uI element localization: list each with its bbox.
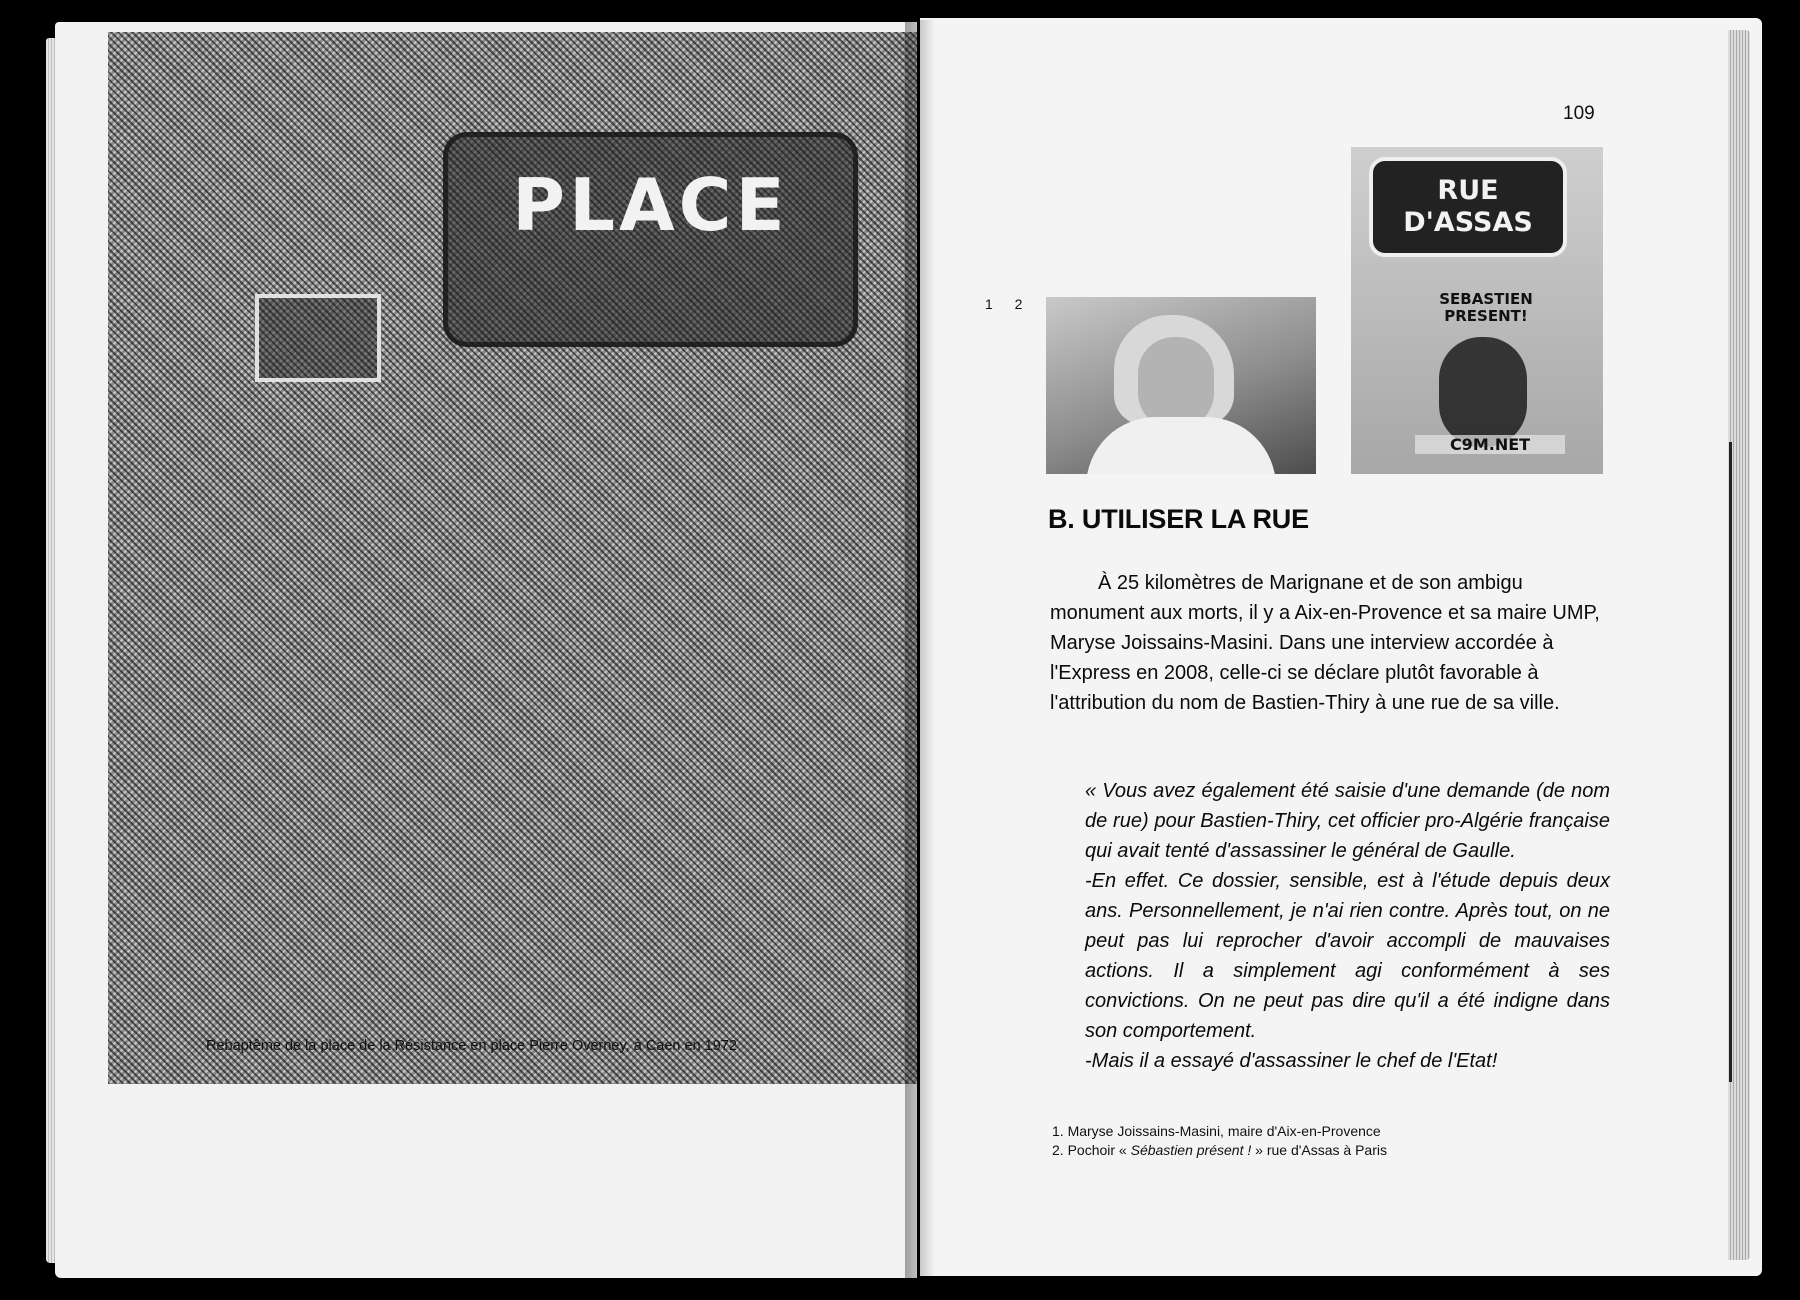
footnote-1: 1. Maryse Joissains-Masini, maire d'Aix-en-Provence bbox=[1052, 1123, 1381, 1139]
stencil-portrait bbox=[1439, 337, 1527, 447]
page-number: 109 bbox=[1563, 103, 1595, 124]
quote-question: « Vous avez également été saisie d'une demande (de nom de rue) pour Bastien-Thiry, cet officier pro-Algérie française qui avait tenté d'assassiner le général de Gaulle. bbox=[1085, 780, 1610, 862]
street-sign-line2: D'ASSAS bbox=[1403, 207, 1533, 238]
street-sign-line1: RUE bbox=[1437, 175, 1499, 206]
stencil-line2: PRESENT! bbox=[1444, 307, 1528, 325]
interview-quote bbox=[1085, 776, 1610, 1076]
footnotes bbox=[1052, 1122, 1387, 1160]
footnote-2-title: Sébastien présent ! bbox=[1130, 1142, 1252, 1158]
figure-labels: 1 2 bbox=[985, 296, 1032, 312]
number-plaque bbox=[255, 294, 381, 382]
street-stencil-photo bbox=[1351, 147, 1603, 474]
portrait-photo bbox=[1046, 297, 1316, 474]
painted-graffiti-letters bbox=[228, 432, 917, 1052]
place-street-sign bbox=[443, 132, 858, 347]
rue-dassas-sign bbox=[1369, 157, 1567, 257]
stencil-slogan bbox=[1421, 291, 1551, 325]
left-page bbox=[55, 22, 917, 1278]
body-paragraph-block bbox=[1050, 568, 1610, 718]
quote-rejoinder: -Mais il a essayé d'assassiner le chef de l'Etat! bbox=[1085, 1050, 1498, 1072]
spine-shadow bbox=[905, 20, 935, 1278]
left-photo-caption: Rebaptême de la place de la Résistance en place Pierre Overney, à Caen en 1972 bbox=[206, 1038, 737, 1054]
place-sign-text: PLACE bbox=[512, 163, 789, 247]
stencil-website: C9M.NET bbox=[1415, 435, 1565, 454]
section-title: B. UTILISER LA RUE bbox=[1048, 504, 1309, 534]
footnote-2-prefix: 2. Pochoir « bbox=[1052, 1142, 1131, 1158]
portrait-face bbox=[1138, 337, 1214, 429]
footnote-2-suffix: » rue d'Assas à Paris bbox=[1251, 1142, 1387, 1158]
portrait-jacket bbox=[1086, 417, 1276, 474]
halftone-photo bbox=[108, 32, 917, 1084]
page-edge-mark bbox=[1729, 442, 1732, 1082]
quote-answer: -En effet. Ce dossier, sensible, est à l'étude depuis deux ans. Personnellement, je n'ai rien contre. Après tout, on ne peut pas lui reprocher d'avoir accompli de mauvaises actions. Il a simplement agi conformément à ses convictions. On ne peut pas dire qu'il a été indigne dans son comportement. bbox=[1085, 870, 1610, 1042]
body-paragraph: À 25 kilomètres de Marignane et de son ambigu monument aux morts, il y a Aix-en-Provence et sa maire UMP, Maryse Joissains-Masini. Dans une interview accordée à l'Express en 2008, celle-ci se déclare plutôt favorable à l'attribution du nom de Bastien-Thiry à une rue de sa ville. bbox=[1050, 572, 1600, 714]
footnote-2 bbox=[1052, 1141, 1387, 1160]
stencil-line1: SEBASTIEN bbox=[1439, 290, 1533, 308]
